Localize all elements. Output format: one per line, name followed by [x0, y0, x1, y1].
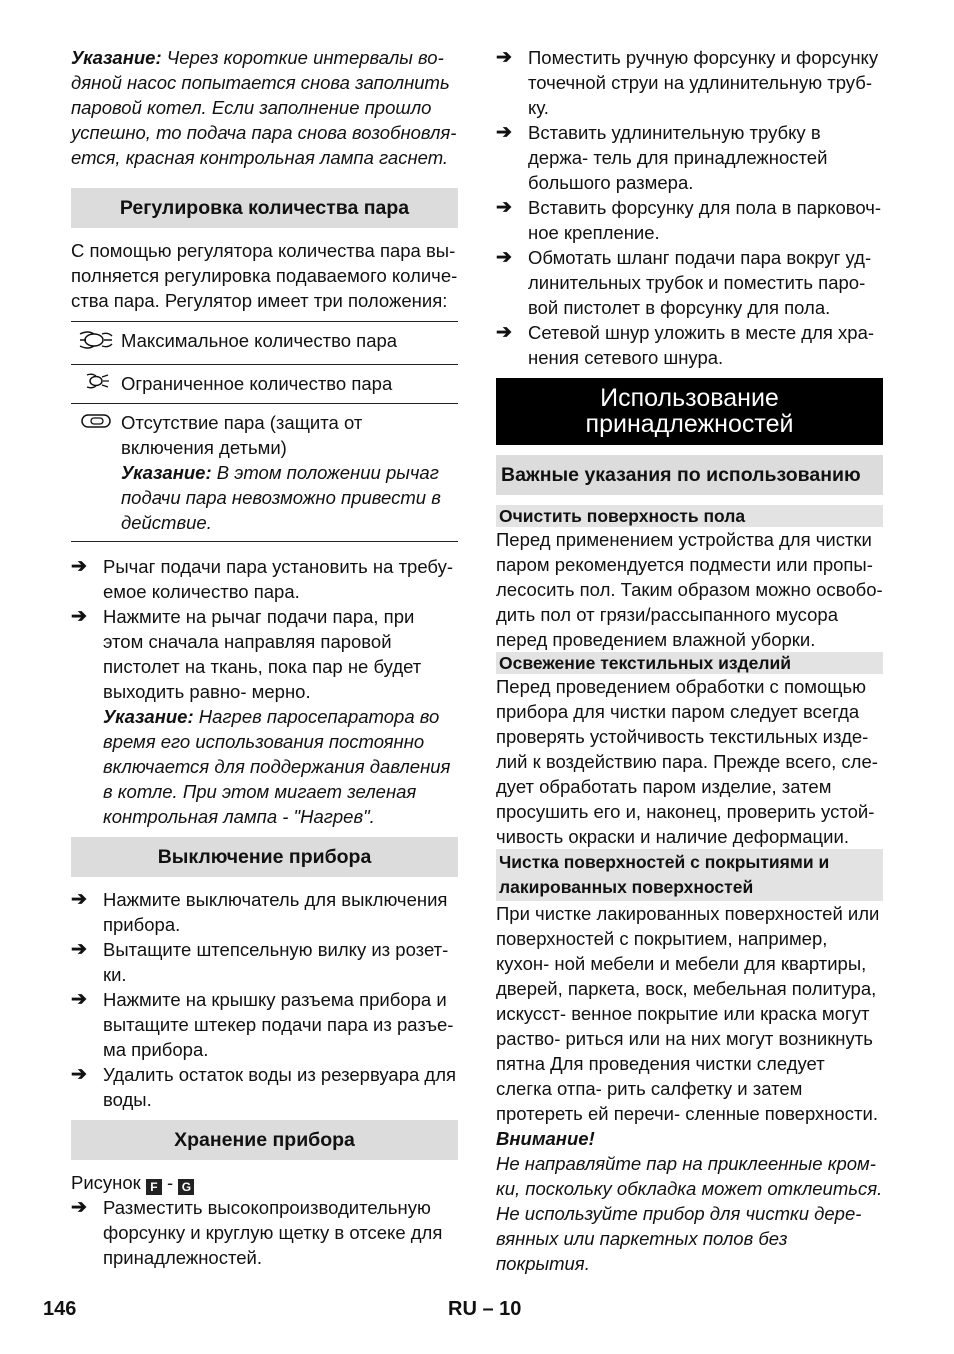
list-item	[496, 120, 883, 195]
list-item-text: Сетевой шнур уложить в месте для хра- нения сетевого шнура.	[528, 322, 875, 368]
list-item	[71, 987, 458, 1062]
arrow-icon: ➔	[71, 606, 87, 627]
arrow-icon: ➔	[71, 1197, 87, 1218]
list-item	[71, 604, 458, 704]
steam-row-text: Отсутствие пара (защита от включения детьми)	[121, 412, 363, 458]
section-title-switch-off: Выключение прибора	[71, 837, 458, 877]
figure-g-badge: G	[178, 1179, 194, 1195]
warning-text: Не направляйте пар на приклеенные кром- ки, поскольку обкладка может отклеиться. Не используйте прибор для чистки дере- вянных или паркетных полов без покрытия.	[496, 1153, 883, 1274]
note-label: Указание:	[103, 706, 194, 727]
list-item-text: Рычаг подачи пара установить на требу- емое количество пара.	[103, 556, 454, 602]
list-item-text: Поместить ручную форсунку и форсунку точечной струи на удлинительную труб- ку.	[528, 47, 879, 118]
figure-ref	[71, 1170, 458, 1195]
subsection-title-textiles: Освежение текстильных изделий	[496, 652, 883, 674]
arrow-icon: ➔	[71, 939, 87, 960]
list-item	[71, 1062, 458, 1112]
section-title-storage: Хранение прибора	[71, 1120, 458, 1160]
section-title-steam-amount: Регулировка количества пара	[71, 188, 458, 228]
steam-reduced-icon	[71, 365, 121, 404]
page-number: 146	[43, 1298, 77, 1320]
note-text: Через короткие интервалы во- дяной насос попытается снова заполнить паровой котел. Если заполнение прошло успешно, то подача пара снова возобновля- ется, красная контрольная лампа гаснет.	[71, 47, 457, 168]
page-code: RU – 10	[448, 1298, 522, 1320]
list-item	[496, 195, 883, 245]
arrow-icon: ➔	[71, 989, 87, 1010]
list-item-note	[71, 704, 458, 829]
steam-levels-table	[71, 321, 458, 542]
intro-note	[71, 45, 458, 170]
subsection-text: При чистке лакированных поверхностей или поверхностей с покрытием, например, кухон- ной мебели и мебели для квартиры, дверей, паркета, воск, мебельная политура, искусст- венное покрытие или краска могут раство- риться или на них могут возникнуть пятна Для проведения чистки следует слегка отпа- рить салфетку и затем протереть ей перечи- сленные поверхности.	[496, 903, 880, 1124]
list-item	[496, 45, 883, 120]
steam-row	[71, 404, 458, 542]
steam-row	[71, 365, 458, 404]
steam-row-text: Максимальное количество пара	[121, 322, 458, 365]
list-item-text: Удалить остаток воды из резервуара для воды.	[103, 1064, 457, 1110]
arrow-icon: ➔	[496, 322, 512, 343]
steam-row-text: Ограниченное количество пара	[121, 365, 458, 404]
steam-off-icon	[71, 404, 121, 542]
note	[103, 704, 458, 829]
figure-f-badge: F	[146, 1179, 162, 1195]
main-title-line: принадлежностей	[585, 410, 794, 438]
list-item-text: Вставить форсунку для пола в парковоч- ное крепление.	[528, 197, 882, 243]
note-label: Указание:	[121, 462, 212, 483]
note-label: Указание:	[71, 47, 162, 68]
note-text: В этом положении рычаг подачи пара невозможно привести в действие.	[121, 462, 441, 533]
list-item-text: Разместить высокопроизводительную форсунку и круглую щетку в отсеке для принадлежностей.	[103, 1197, 443, 1268]
list-item-text: Нажмите выключатель для выключения прибора.	[103, 889, 448, 935]
main-title-line: Использование	[600, 384, 779, 412]
list-item	[496, 245, 883, 320]
note-text: Нагрев паросепаратора во время его использования постоянно включается для поддержания давления в котле. При этом мигает зеленая контрольная лампа - "Нагрев".	[103, 706, 451, 827]
section-text: С помощью регулятора количества пара вы- полняется регулировка подаваемого количе- ства пара. Регулятор имеет три положения:	[71, 240, 458, 311]
steam-max-icon	[71, 322, 121, 365]
arrow-icon: ➔	[71, 556, 87, 577]
warning-label: Внимание!	[496, 1128, 595, 1149]
arrow-icon: ➔	[71, 1064, 87, 1085]
figure-label: Рисунок	[71, 1172, 141, 1193]
subsection-title-coated: Чистка поверхностей с покрытиями и лакированных поверхностей	[496, 849, 883, 901]
subsection-text: Перед применением устройства для чистки паром рекомендуется подмести или пропы- лесосить пол. Таким образом можно освобо- дить пол от грязи/рассыпанного мусора перед проведением влажной уборки.	[496, 529, 883, 650]
main-section-title	[496, 378, 883, 445]
list-item	[71, 887, 458, 937]
list-item	[496, 320, 883, 370]
arrow-icon: ➔	[71, 889, 87, 910]
arrow-icon: ➔	[496, 122, 512, 143]
list-item	[71, 1195, 458, 1270]
list-item-text: Вставить удлинительную трубку в держа- тель для принадлежностей большого размера.	[528, 122, 828, 193]
section-title-important: Важные указания по использованию	[496, 455, 883, 495]
list-item-text: Нажмите на рычаг подачи пара, при этом сначала направляя паровой пистолет на ткань, пока пар не будет выходить равно- мерно.	[103, 606, 422, 702]
steam-row-text-group	[121, 404, 458, 542]
arrow-icon: ➔	[496, 47, 512, 68]
arrow-icon: ➔	[496, 197, 512, 218]
list-item-text: Нажмите на крышку разъема прибора и вытащите штекер подачи пара из разъе- ма прибора.	[103, 989, 454, 1060]
arrow-icon: ➔	[496, 247, 512, 268]
right-column	[496, 45, 883, 1276]
list-item-text: Обмотать шланг подачи пара вокруг уд- линительных трубок и поместить паро- вой пистолет в форсунку для пола.	[528, 247, 872, 318]
list-item	[71, 554, 458, 604]
list-item-text: Вытащите штепсельную вилку из розет- ки.	[103, 939, 449, 985]
figure-sep: -	[161, 1172, 179, 1193]
subsection-text: Перед проведением обработки с помощью прибора для чистки паром следует всегда проверять устойчивость текстильных изде- лий к воздействию пара. Прежде всего, сле- дует обработать паром изделие, затем просушить его и, наконец, проверить устой- чивость окраски и наличие деформации.	[496, 676, 878, 847]
list-item	[71, 937, 458, 987]
steam-row	[71, 322, 458, 365]
subsection-title-floor: Очистить поверхность пола	[496, 505, 883, 527]
steam-row-note	[121, 460, 458, 535]
left-column	[71, 45, 458, 1270]
